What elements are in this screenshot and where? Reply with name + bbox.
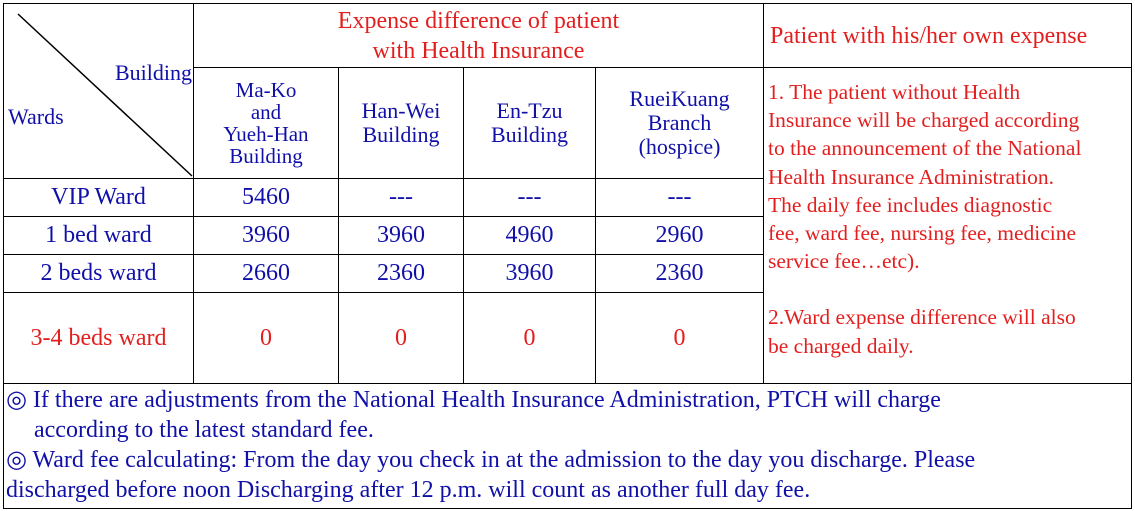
ward-name: 3-4 beds ward [4, 293, 194, 384]
footer-row [4, 384, 1132, 509]
building-line: En-Tzu [496, 98, 563, 123]
fee-cell: 2360 [339, 255, 464, 293]
fee-cell: --- [339, 179, 464, 217]
footer-line: according to the latest standard fee. [34, 417, 374, 443]
fee-cell: --- [464, 179, 596, 217]
insurance-header-cell [194, 4, 764, 68]
self-expense-notes-cell [764, 68, 1132, 384]
insurance-title-line1: Expense difference of patient [337, 7, 620, 34]
fee-cell: 2960 [596, 217, 764, 255]
ward-fee-table [3, 3, 1132, 509]
footer-line: discharged before noon Discharging after 12 p.m. will count as another full day fee. [6, 477, 811, 503]
corner-header-cell [4, 4, 194, 179]
fee-cell: 2360 [596, 255, 764, 293]
note-spacer [768, 275, 1131, 303]
building-line: Yueh-Han [223, 122, 309, 146]
building-header-entzu [464, 68, 596, 179]
corner-building-label: Building [114, 60, 192, 85]
building-line: Building [490, 122, 568, 147]
fee-cell: 0 [464, 293, 596, 384]
fee-cell: 4960 [464, 217, 596, 255]
fee-cell: 0 [596, 293, 764, 384]
building-line: RueiKuang [629, 86, 730, 111]
building-line: Han-Wei [361, 98, 441, 123]
building-header-mako [194, 68, 339, 179]
note-line: service fee…etc). [768, 249, 920, 274]
fee-cell: 5460 [194, 179, 339, 217]
note-line: to the announcement of the National [768, 136, 1082, 161]
self-expense-header-cell [764, 4, 1132, 68]
ward-name: 1 bed ward [4, 217, 194, 255]
building-line: Building [362, 122, 440, 147]
building-line: Branch [647, 110, 712, 135]
footer-line: ◎ Ward fee calculating: From the day you check in at the admission to the day you discharge. Please [6, 447, 976, 473]
insurance-title-line2: with Health Insurance [372, 37, 585, 64]
fee-cell: 0 [194, 293, 339, 384]
header-row-top [4, 4, 1132, 68]
note-line: be charged daily. [768, 333, 914, 358]
self-expense-title: Patient with his/her own expense [770, 22, 1088, 49]
building-line: (hospice) [638, 134, 721, 159]
footer-line: ◎ If there are adjustments from the National Health Insurance Administration, PTCH will charge [6, 387, 941, 413]
fee-cell: 3960 [339, 217, 464, 255]
fee-cell: 2660 [194, 255, 339, 293]
fee-cell: --- [596, 179, 764, 217]
building-header-hanwei [339, 68, 464, 179]
note-line: Insurance will be charged according [768, 108, 1080, 133]
diagonal-divider [4, 4, 194, 177]
corner-wards-label: Wards [8, 104, 64, 129]
building-header-rueikuang [596, 68, 764, 179]
ward-name: VIP Ward [4, 179, 194, 217]
note-line: Health Insurance Administration. [768, 164, 1054, 189]
footer-notes-cell [4, 384, 1132, 509]
building-line: and [250, 100, 282, 124]
note-line: fee, ward fee, nursing fee, medicine [768, 221, 1077, 246]
fee-cell: 3960 [194, 217, 339, 255]
note-line: 2.Ward expense difference will also [768, 305, 1076, 330]
note-line: 1. The patient without Health [768, 80, 1021, 104]
building-line: Ma-Ko [235, 78, 297, 102]
note-line: The daily fee includes diagnostic [768, 192, 1053, 217]
fee-cell: 3960 [464, 255, 596, 293]
ward-name: 2 beds ward [4, 255, 194, 293]
building-line: Building [229, 144, 303, 168]
fee-cell: 0 [339, 293, 464, 384]
